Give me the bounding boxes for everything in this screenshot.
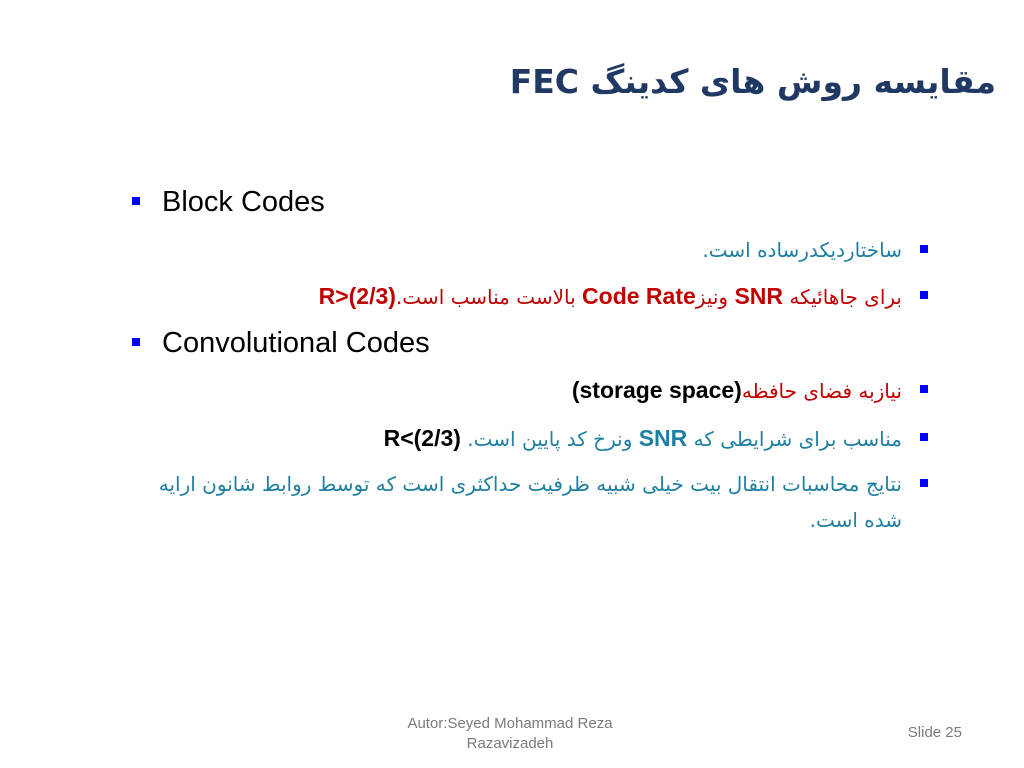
block-codes-item-2: [140, 278, 902, 315]
storage-space-term: (storage space): [571, 377, 742, 403]
snr-term: SNR: [638, 425, 688, 451]
slide-title: مقایسه روش های کدینگ FEC: [509, 62, 996, 101]
bullet-square-icon: [132, 197, 140, 205]
block-codes-item-1-text: ساختاردیکدرساده است.: [702, 238, 902, 262]
block-codes-item-2-part3: بالاست مناسب است.: [395, 285, 583, 309]
conv-codes-item-1: [140, 372, 902, 409]
code-rate-term: Code Rate: [582, 283, 696, 309]
block-codes-item-1: [140, 232, 902, 268]
bullet-square-icon: [132, 338, 140, 346]
rate-condition-low: R<(2/3): [383, 425, 461, 451]
conv-codes-item-2: [140, 420, 902, 457]
conv-codes-item-2-part1: مناسب برای شرایطی که: [687, 427, 902, 451]
conv-codes-item-3-text: نتایج محاسبات انتقال بیت خیلی شبیه ظرفیت حداکثری است که توسط روابط شانون ارایه شده است.: [158, 472, 902, 532]
conv-codes-heading: [132, 327, 732, 360]
bullet-square-icon: [920, 291, 928, 299]
snr-term: SNR: [734, 283, 783, 309]
bullet-square-icon: [920, 385, 928, 393]
conv-codes-item-2-part2: ونرخ کد پایین است.: [460, 427, 639, 451]
conv-codes-label: Convolutional Codes: [162, 327, 430, 359]
bullet-square-icon: [920, 479, 928, 487]
block-codes-heading: [132, 186, 732, 219]
footer-author: Autor:Seyed Mohammad Reza Razavizadeh: [407, 715, 613, 752]
rate-condition-high: R>(2/3): [318, 283, 396, 309]
block-codes-item-2-part2: ونیز: [695, 285, 735, 309]
bullet-square-icon: [920, 433, 928, 441]
bullet-square-icon: [920, 245, 928, 253]
conv-codes-item-3: [140, 466, 902, 538]
slide-number: Slide 25: [907, 724, 962, 741]
block-codes-label: Block Codes: [162, 186, 325, 218]
block-codes-item-2-part1: برای جاهائیکه: [783, 285, 902, 309]
conv-codes-item-1-text: نیازبه فضای حافظه: [741, 379, 902, 403]
